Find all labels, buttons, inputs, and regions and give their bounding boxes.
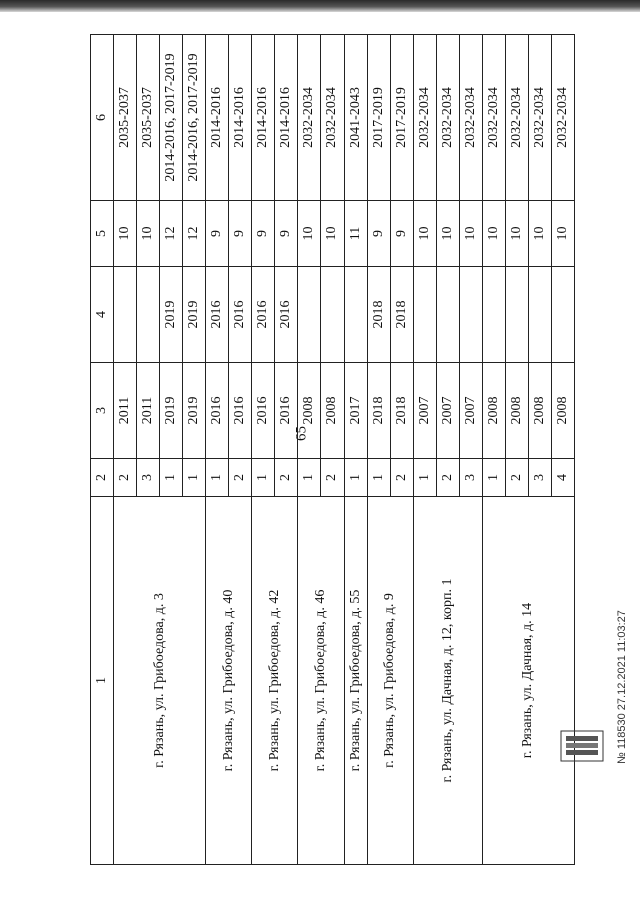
cell-c3: 2007 [413, 363, 436, 459]
address-cell: г. Рязань, ул. Дачная, д. 12, корп. 1 [413, 497, 482, 865]
address-cell: г. Рязань, ул. Грибоедова, д. 3 [114, 497, 206, 865]
cell-c5: 10 [528, 201, 551, 267]
cell-c2: 1 [252, 459, 275, 497]
stamp-text: № 118530 27.12.2021 11:03:27 [616, 610, 628, 764]
address-cell: г. Рязань, ул. Дачная, д. 14 [482, 497, 574, 865]
table-body [91, 35, 575, 865]
cell-c3: 2019 [183, 363, 206, 459]
cell-c2: 4 [551, 459, 574, 497]
cell-c6: 2032-2034 [551, 35, 574, 201]
cell-c4 [482, 267, 505, 363]
cell-c3: 2016 [275, 363, 298, 459]
column-header-2: 2 [91, 459, 114, 497]
header-row [91, 35, 114, 865]
rotated-table-inner [90, 35, 575, 865]
cell-c4: 2016 [229, 267, 252, 363]
cell-c6: 2032-2034 [436, 35, 459, 201]
column-header-3: 3 [91, 363, 114, 459]
cell-c3: 2007 [436, 363, 459, 459]
cell-c5: 10 [413, 201, 436, 267]
cell-c3: 2008 [505, 363, 528, 459]
cell-c3: 2016 [206, 363, 229, 459]
cell-c4 [551, 267, 574, 363]
table-row [413, 35, 436, 865]
cell-c5: 12 [183, 201, 206, 267]
cell-c2: 2 [390, 459, 413, 497]
cell-c5: 11 [344, 201, 367, 267]
cell-c2: 1 [206, 459, 229, 497]
cell-c6: 2014-2016 [206, 35, 229, 201]
cell-c5: 10 [482, 201, 505, 267]
cell-c5: 10 [321, 201, 344, 267]
cell-c4: 2018 [390, 267, 413, 363]
cell-c2: 3 [528, 459, 551, 497]
cell-c3: 2018 [367, 363, 390, 459]
cell-c4 [528, 267, 551, 363]
cell-c6: 2032-2034 [298, 35, 321, 201]
cell-c2: 1 [413, 459, 436, 497]
cell-c2: 2 [436, 459, 459, 497]
cell-c5: 9 [275, 201, 298, 267]
cell-c2: 2 [505, 459, 528, 497]
table-row [344, 35, 367, 865]
cell-c6: 2014-2016 [275, 35, 298, 201]
stamp-icon [560, 730, 604, 762]
cell-c4 [298, 267, 321, 363]
cell-c5: 9 [367, 201, 390, 267]
cell-c5: 10 [298, 201, 321, 267]
column-header-6: 6 [91, 35, 114, 201]
cell-c6: 2014-2016, 2017-2019 [160, 35, 183, 201]
cell-c5: 9 [229, 201, 252, 267]
cell-c4: 2018 [367, 267, 390, 363]
cell-c4: 2019 [160, 267, 183, 363]
cell-c4 [114, 267, 137, 363]
cell-c2: 2 [275, 459, 298, 497]
cell-c2: 2 [229, 459, 252, 497]
cell-c5: 9 [206, 201, 229, 267]
cell-c3: 2008 [298, 363, 321, 459]
cell-c3: 2017 [344, 363, 367, 459]
cell-c5: 9 [252, 201, 275, 267]
cell-c2: 1 [482, 459, 505, 497]
data-table [90, 34, 575, 865]
address-cell: г. Рязань, ул. Грибоедова, д. 55 [344, 497, 367, 865]
cell-c5: 10 [114, 201, 137, 267]
cell-c6: 2014-2016, 2017-2019 [183, 35, 206, 201]
cell-c2: 1 [298, 459, 321, 497]
cell-c3: 2016 [252, 363, 275, 459]
cell-c2: 2 [114, 459, 137, 497]
cell-c2: 1 [183, 459, 206, 497]
cell-c4: 2016 [252, 267, 275, 363]
cell-c3: 2011 [114, 363, 137, 459]
scan-top-band [0, 0, 640, 12]
cell-c2: 1 [160, 459, 183, 497]
registry-stamp-logo [560, 730, 604, 762]
table-row [367, 35, 390, 865]
cell-c4 [137, 267, 160, 363]
cell-c3: 2008 [528, 363, 551, 459]
address-cell: г. Рязань, ул. Грибоедова, д. 42 [252, 497, 298, 865]
cell-c6: 2014-2016 [229, 35, 252, 201]
cell-c4 [505, 267, 528, 363]
rotated-table-frame [90, 35, 575, 865]
cell-c5: 12 [160, 201, 183, 267]
cell-c3: 2008 [321, 363, 344, 459]
cell-c3: 2007 [459, 363, 482, 459]
cell-c6: 2032-2034 [528, 35, 551, 201]
cell-c3: 2019 [160, 363, 183, 459]
cell-c2: 2 [321, 459, 344, 497]
cell-c6: 2032-2034 [482, 35, 505, 201]
cell-c6: 2032-2034 [505, 35, 528, 201]
cell-c6: 2035-2037 [137, 35, 160, 201]
cell-c2: 1 [367, 459, 390, 497]
cell-c6: 2041-2043 [344, 35, 367, 201]
table-row [482, 35, 505, 865]
cell-c5: 10 [436, 201, 459, 267]
cell-c4 [413, 267, 436, 363]
cell-c6: 2014-2016 [252, 35, 275, 201]
cell-c6: 2017-2019 [390, 35, 413, 201]
cell-c5: 10 [551, 201, 574, 267]
address-cell: г. Рязань, ул. Грибоедова, д. 46 [298, 497, 344, 865]
cell-c3: 2011 [137, 363, 160, 459]
cell-c4 [436, 267, 459, 363]
page-number: 65 [293, 426, 310, 441]
cell-c4 [344, 267, 367, 363]
table-row [114, 35, 137, 865]
cell-c3: 2018 [390, 363, 413, 459]
registry-stamp-text [612, 588, 632, 768]
column-header-5: 5 [91, 201, 114, 267]
cell-c6: 2017-2019 [367, 35, 390, 201]
cell-c3: 2008 [551, 363, 574, 459]
cell-c2: 3 [137, 459, 160, 497]
cell-c2: 3 [459, 459, 482, 497]
cell-c6: 2035-2037 [114, 35, 137, 201]
cell-c2: 1 [344, 459, 367, 497]
cell-c6: 2032-2034 [413, 35, 436, 201]
cell-c5: 9 [390, 201, 413, 267]
cell-c3: 2008 [482, 363, 505, 459]
cell-c4: 2019 [183, 267, 206, 363]
cell-c6: 2032-2034 [321, 35, 344, 201]
cell-c4: 2016 [275, 267, 298, 363]
cell-c5: 10 [505, 201, 528, 267]
cell-c4 [321, 267, 344, 363]
address-cell: г. Рязань, ул. Грибоедова, д. 40 [206, 497, 252, 865]
table-row [206, 35, 229, 865]
cell-c6: 2032-2034 [459, 35, 482, 201]
column-header-4: 4 [91, 267, 114, 363]
address-cell: г. Рязань, ул. Грибоедова, д. 9 [367, 497, 413, 865]
cell-c4 [459, 267, 482, 363]
cell-c3: 2016 [229, 363, 252, 459]
cell-c5: 10 [137, 201, 160, 267]
column-header-1: 1 [91, 497, 114, 865]
table-row [298, 35, 321, 865]
table-row [252, 35, 275, 865]
cell-c4: 2016 [206, 267, 229, 363]
cell-c5: 10 [459, 201, 482, 267]
